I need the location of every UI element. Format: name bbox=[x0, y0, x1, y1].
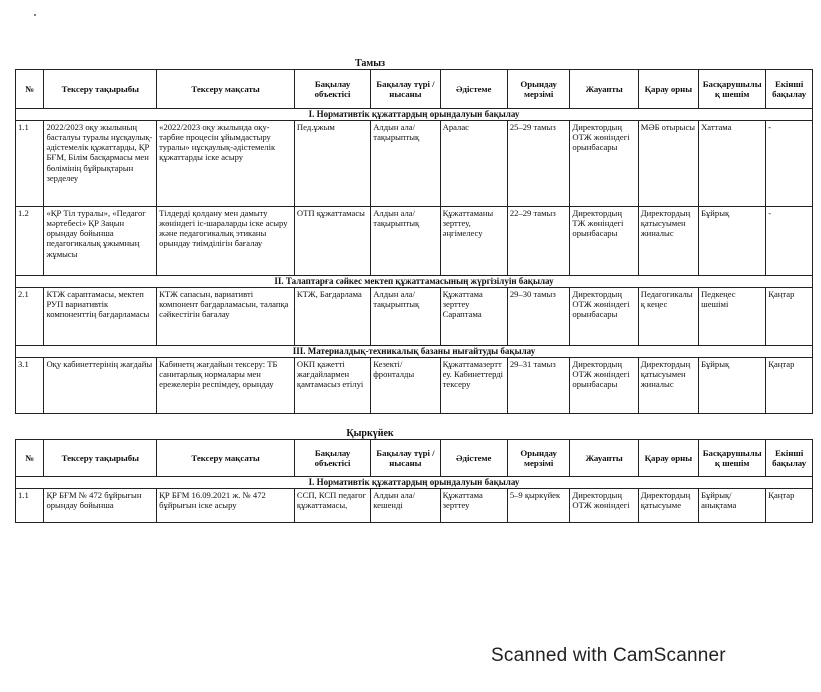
col-type: Бақылау түрі / нысаны bbox=[371, 440, 440, 477]
col-method: Әдістеме bbox=[440, 440, 507, 477]
cell: 1.1 bbox=[16, 489, 44, 523]
col-venue: Қарау орны bbox=[638, 440, 698, 477]
cell: Құжаттама зерттеу Сараптама bbox=[440, 288, 507, 346]
col-responsible: Жауапты bbox=[570, 70, 638, 109]
section-title: II. Талаптарға сәйкес мектеп құжаттамасының жүргізілуін бақылау bbox=[16, 276, 813, 288]
cell: Хаттама bbox=[699, 121, 766, 207]
cell: ҚР БҒМ № 472 бұйрығын орындау бойынша bbox=[44, 489, 157, 523]
cell: Алдын ала/тақырыптық bbox=[371, 288, 440, 346]
col-purpose: Тексеру мақсаты bbox=[157, 70, 295, 109]
cell: Педагогикалық кеңес bbox=[638, 288, 698, 346]
cell: Директордың ОТЖ жөніндегі орынбасары bbox=[570, 121, 638, 207]
cell: Директордың қатысуымен жиналыс bbox=[638, 207, 698, 276]
camscanner-watermark: Scanned with CamScanner bbox=[491, 645, 726, 666]
section-title: I. Нормативтік құжаттардың орындалуын бақылау bbox=[16, 109, 813, 121]
month-title-september: Қыркүйек bbox=[346, 428, 394, 439]
section-row bbox=[16, 109, 813, 121]
cell: Директордың қатысуымен жиналыс bbox=[638, 358, 698, 414]
cell: Директордың ОТЖ жөніндегі орынбасары bbox=[570, 358, 638, 414]
cell: Қаңтар bbox=[766, 358, 813, 414]
cell: 22–29 тамыз bbox=[507, 207, 570, 276]
col-deadline: Орындау мерзімі bbox=[507, 440, 570, 477]
cell: Кабинетң жағдайын тексеру: ТБ санитарлық нормалары мен ережелерін респімдеу, орындау bbox=[157, 358, 295, 414]
col-deadline: Орындау мерзімі bbox=[507, 70, 570, 109]
cell: Бұйрық/анықтама bbox=[699, 489, 766, 523]
cell: Қаңтар bbox=[766, 489, 813, 523]
cell: 25–29 тамыз bbox=[507, 121, 570, 207]
cell: 2022/2023 оқу жылының басталуы туралы нұсқаулық-әдістемелік құжаттарды, ҚР БҒМ, Білім басқармасы мен бөлімінің бұйрықтарын зерделеу bbox=[44, 121, 157, 207]
cell: «2022/2023 оқу жылында оқу-тәрбие процесін ұйымдастыру туралы» нұсқаулық-әдістемелік құжаттарды іске асыру bbox=[157, 121, 295, 207]
cell: Бұйрық bbox=[699, 358, 766, 414]
col-decision: Басқарушылық шешім bbox=[699, 70, 766, 109]
section-row bbox=[16, 276, 813, 288]
cell: 3.1 bbox=[16, 358, 44, 414]
section-title: I. Нормативтік құжаттардың орындалуын бақылау bbox=[16, 477, 813, 489]
col-method: Әдістеме bbox=[440, 70, 507, 109]
col-second-control: Екінші бақылау bbox=[766, 440, 813, 477]
table-row bbox=[16, 358, 813, 414]
cell: Бұйрық bbox=[699, 207, 766, 276]
header-row bbox=[16, 440, 813, 477]
cell: ССП, КСП педагог құжаттамасы, bbox=[294, 489, 370, 523]
plan-table-august bbox=[15, 69, 813, 414]
section-title: III. Материалдық-техникалық базаны нығайтуды бақылау bbox=[16, 346, 813, 358]
cell: 29–30 тамыз bbox=[507, 288, 570, 346]
col-topic: Тексеру тақырыбы bbox=[44, 440, 157, 477]
cell: КТЖ сараптамасы, мектеп РУП вариативтік компоненттің бағдарламасы bbox=[44, 288, 157, 346]
col-topic: Тексеру тақырыбы bbox=[44, 70, 157, 109]
cell: Құжаттамазерттеу. Кабинеттерді тексеру bbox=[440, 358, 507, 414]
cell: ОКП қажетті жағдайлармен қамтамасыз етілуі bbox=[294, 358, 370, 414]
cell: Алдын ала/тақырыптық bbox=[371, 207, 440, 276]
header-row bbox=[16, 70, 813, 109]
col-object: Бақылау объектісі bbox=[294, 440, 370, 477]
cell: 1.1 bbox=[16, 121, 44, 207]
cell: 1.2 bbox=[16, 207, 44, 276]
cell: Құжаттама зерттеу bbox=[440, 489, 507, 523]
cell: Құжаттаманы зерттеу, әңгімелесу bbox=[440, 207, 507, 276]
cell: Директордың ОТЖ жөніндегі орынбасары bbox=[570, 288, 638, 346]
plan-table-september bbox=[15, 439, 813, 523]
col-venue: Қарау орны bbox=[638, 70, 698, 109]
cell: 5–9 қыркүйек bbox=[507, 489, 570, 523]
cell: Алдын ала/ тақырыптық bbox=[371, 121, 440, 207]
cell: Директордың қатысуыме bbox=[638, 489, 698, 523]
table-row bbox=[16, 121, 813, 207]
col-responsible: Жауапты bbox=[570, 440, 638, 477]
cell: - bbox=[766, 207, 813, 276]
cell: КТЖ, Бағдарлама bbox=[294, 288, 370, 346]
col-purpose: Тексеру мақсаты bbox=[157, 440, 295, 477]
section-row bbox=[16, 346, 813, 358]
scan-speck bbox=[34, 14, 36, 16]
col-second-control: Екінші бақылау bbox=[766, 70, 813, 109]
cell: Кезекті/фронталды bbox=[371, 358, 440, 414]
cell: ҚР БҒМ 16.09.2021 ж. № 472 бұйрығын іске асыру bbox=[157, 489, 295, 523]
table-row bbox=[16, 207, 813, 276]
table-row bbox=[16, 288, 813, 346]
table-row bbox=[16, 489, 813, 523]
col-decision: Басқарушылық шешім bbox=[699, 440, 766, 477]
cell: Тілдерді қолдану мен дамыту жөніндегі іс-шараларды іске асыру және педагогикалық этиканы орындау тиімділігін бағалау bbox=[157, 207, 295, 276]
col-type: Бақылау түрі / нысаны bbox=[371, 70, 440, 109]
cell: «ҚР Тіл туралы», «Педагог мәртебесі» ҚР Заңын орындау бойынша педагогикалық ұжымның жұмысы bbox=[44, 207, 157, 276]
cell: Пед.ұжым bbox=[294, 121, 370, 207]
col-number: № bbox=[16, 440, 44, 477]
cell: Оқу кабинеттерінің жағдайы bbox=[44, 358, 157, 414]
cell: Директордың ОТЖ жөніндегі bbox=[570, 489, 638, 523]
cell: Директордың ТЖ жөніндегі орынбасары bbox=[570, 207, 638, 276]
cell: - bbox=[766, 121, 813, 207]
cell: КТЖ сапасын, вариативті компонент бағдарламасын, талапқа сәйкестігін бағалау bbox=[157, 288, 295, 346]
cell: Алдын ала/кешенді bbox=[371, 489, 440, 523]
cell: Педкеңес шешімі bbox=[699, 288, 766, 346]
col-number: № bbox=[16, 70, 44, 109]
cell: Қаңтар bbox=[766, 288, 813, 346]
cell: Аралас bbox=[440, 121, 507, 207]
month-title-august: Тамыз bbox=[354, 58, 386, 69]
cell: МӘБ отырысы bbox=[638, 121, 698, 207]
cell: ОТП құжаттамасы bbox=[294, 207, 370, 276]
section-row bbox=[16, 477, 813, 489]
cell: 2.1 bbox=[16, 288, 44, 346]
col-object: Бақылау объектісі bbox=[294, 70, 370, 109]
cell: 29–31 тамыз bbox=[507, 358, 570, 414]
